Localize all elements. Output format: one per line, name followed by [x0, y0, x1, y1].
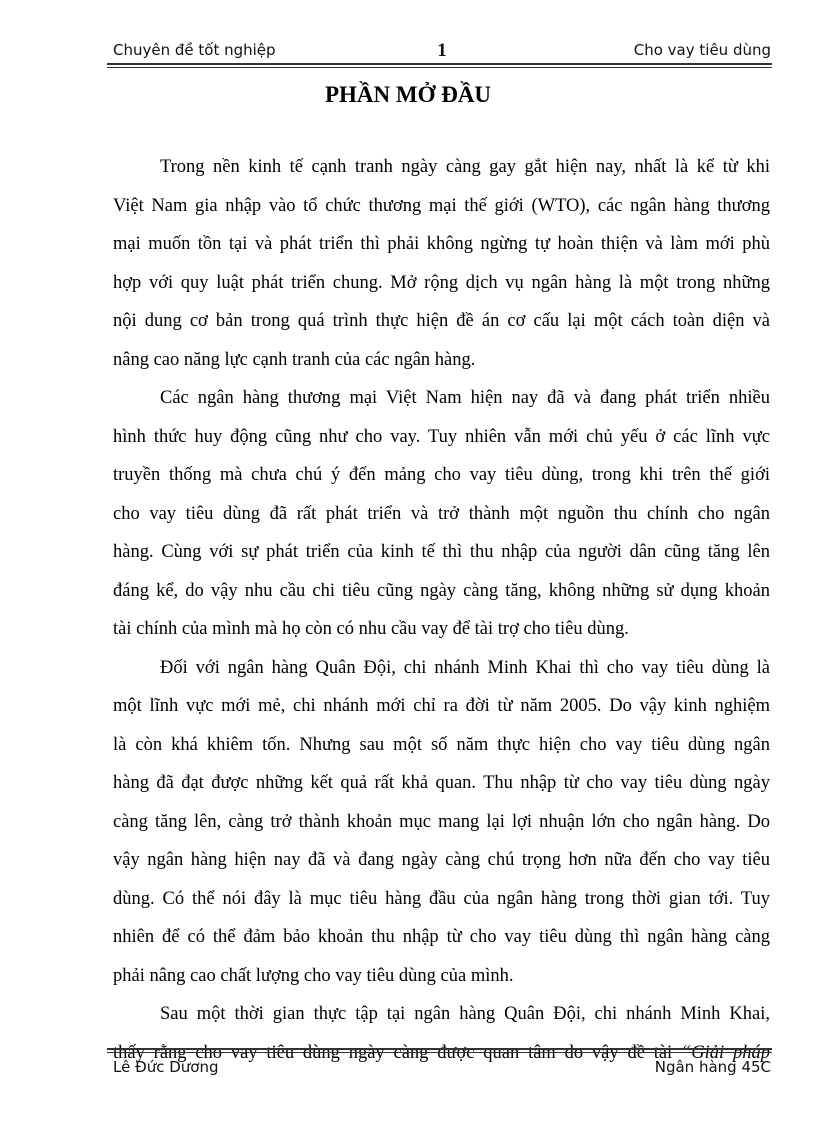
footer-divider: [107, 1048, 772, 1053]
page-number: 1: [437, 40, 447, 61]
text-line: một lĩnh vực mới mẻ, chi nhánh mới chỉ ra đời từ năm 2005. Do vậy kinh nghiệm: [113, 696, 770, 716]
header-left-text: Chuyên đề tốt nghiệp: [113, 41, 276, 59]
text-line: Các ngân hàng thương mại Việt Nam hiện nay đã và đang phát triển nhiều: [160, 388, 770, 408]
text-line: hàng đã đạt được những kết quả rất khả quan. Thu nhập từ cho vay tiêu dùng ngày: [113, 773, 770, 793]
text-line: tài chính của mình mà họ còn có nhu cầu vay để tài trợ cho tiêu dùng.: [113, 619, 629, 639]
text-line: nội dung cơ bản trong quá trình thực hiện đề án cơ cấu lại một cách toàn diện và: [113, 311, 770, 331]
italic-topic-title: “Giải pháp: [681, 1042, 771, 1063]
text-line: hàng. Cùng với sự phát triển của kinh tế thì thu nhập của người dân cũng tăng lên: [113, 542, 770, 562]
text-line: càng tăng lên, càng trở thành khoản mục mang lại lợi nhuận lớn cho ngân hàng. Do: [113, 811, 770, 832]
text-line: dùng. Có thể nói đây là mục tiêu hàng đầu của ngân hàng trong thời gian tới. Tuy: [113, 888, 770, 909]
text-line: Sau một thời gian thực tập tại ngân hàng Quân Đội, chi nhánh Minh Khai,: [160, 1004, 770, 1024]
page-title: PHẦN MỞ ĐẦU: [324, 82, 492, 107]
header-divider: [107, 63, 772, 68]
paragraph: [113, 379, 770, 649]
text-line: đáng kể, do vậy nhu cầu chi tiêu cũng ngày càng tăng, không những sử dụng khoản: [113, 580, 770, 601]
text-line: Trong nền kinh tế cạnh tranh ngày càng gay gắt hiện nay, nhất là kể từ khi: [160, 157, 770, 177]
text-line: nâng cao năng lực cạnh tranh của các ngân hàng.: [113, 349, 476, 370]
text-line: Việt Nam gia nhập vào tổ chức thương mại thế giới (WTO), các ngân hàng thương: [113, 195, 770, 216]
header-right-text: Cho vay tiêu dùng: [633, 41, 771, 59]
text-line: hình thức huy động cũng như cho vay. Tuy nhiên vẫn mới chủ yếu ở các lĩnh vực: [113, 426, 770, 447]
footer-author: Lê Đức Dương: [113, 1058, 219, 1076]
text-line: phải nâng cao chất lượng cho vay tiêu dùng của mình.: [113, 965, 514, 986]
text-line: là còn khá khiêm tốn. Nhưng sau một số năm thực hiện cho vay tiêu dùng ngân: [113, 734, 770, 755]
text-line: truyền thống mà chưa chú ý đến mảng cho vay tiêu dùng, trong khi trên thế giới: [113, 465, 770, 485]
text-line: vậy ngân hàng hiện nay đã và đang ngày càng chú trọng hơn nữa đến cho vay tiêu: [113, 850, 770, 870]
footer-class: Ngân hàng 45C: [654, 1058, 771, 1076]
text-line: nhiên để có thể đảm bảo khoản thu nhập từ cho vay tiêu dùng thì ngân hàng càng: [113, 927, 770, 947]
text-line: hợp với quy luật phát triển chung. Mở rộng dịch vụ ngân hàng là một trong những: [113, 272, 770, 293]
text-run: thấy rằng cho vay tiêu dùng ngày càng được quan tâm do vậy đề tài: [113, 1042, 673, 1063]
text-line: cho vay tiêu dùng đã rất phát triển và trở thành một nguồn thu chính cho ngân: [113, 503, 770, 524]
text-line: mại muốn tồn tại và phát triển thì phải không ngừng tự hoàn thiện và làm mới phù: [113, 234, 770, 254]
page-header: [113, 41, 771, 63]
paragraph: [113, 148, 770, 379]
paragraph: [113, 649, 770, 996]
text-line: Đối với ngân hàng Quân Đội, chi nhánh Minh Khai thì cho vay tiêu dùng là: [160, 657, 770, 678]
document-body: [113, 148, 770, 1072]
